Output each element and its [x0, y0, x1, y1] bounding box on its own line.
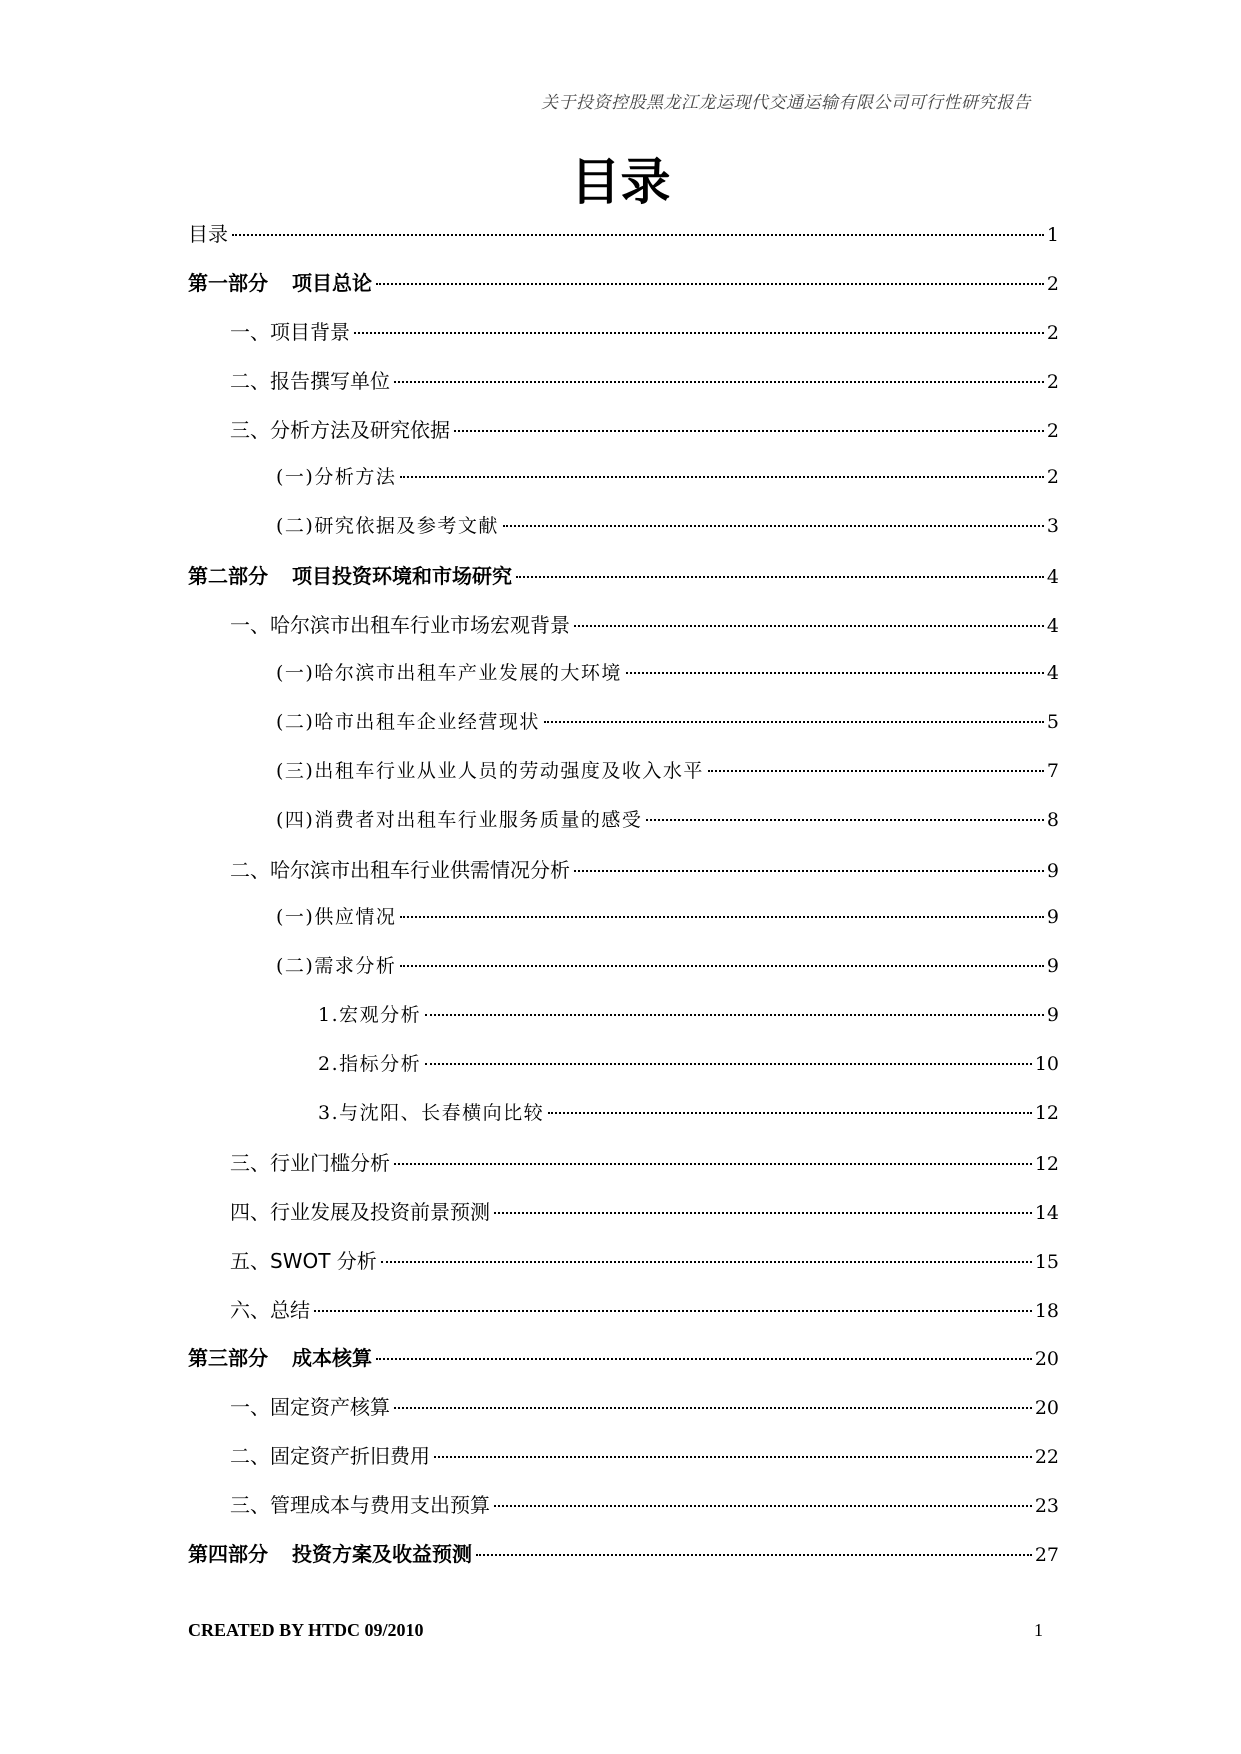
dot-leader — [494, 1505, 1032, 1507]
toc-entry-text: 四、行业发展及投资前景预测 — [230, 1199, 490, 1224]
toc-entry[interactable] — [188, 1000, 1059, 1049]
toc-page-number: 22 — [1034, 1446, 1059, 1469]
toc-entry-label — [276, 805, 642, 832]
toc-entry-text: (一)哈尔滨市出租车产业发展的大环境 — [276, 662, 622, 685]
toc-entry-label — [318, 1000, 421, 1027]
toc-entry-label — [230, 1147, 390, 1176]
toc-entry-label — [230, 1391, 390, 1420]
toc-page-number: 2 — [1046, 272, 1059, 295]
toc-page-number: 9 — [1046, 1004, 1059, 1027]
toc-entry-label — [230, 854, 570, 883]
dot-leader — [646, 819, 1044, 821]
toc-entry-text: 二、哈尔滨市出租车行业供需情况分析 — [230, 857, 570, 882]
dot-leader — [376, 1358, 1032, 1360]
dot-leader — [425, 1014, 1044, 1016]
toc-page-number: 20 — [1034, 1348, 1059, 1371]
toc-entry-text: (二)研究依据及参考文献 — [276, 515, 499, 538]
toc-entry-label — [230, 365, 390, 394]
toc-entry[interactable] — [188, 1538, 1059, 1587]
toc-entry[interactable] — [188, 316, 1059, 365]
toc-entry[interactable] — [188, 805, 1059, 854]
toc-entry[interactable] — [188, 1098, 1059, 1147]
toc-entry-text: 1.宏观分析 — [318, 1004, 422, 1027]
dot-leader — [394, 381, 1044, 383]
toc-entry-text: 六、总结 — [230, 1297, 310, 1322]
toc-entry-text: 项目投资环境和市场研究 — [292, 564, 512, 589]
toc-part-number: 第三部分 — [188, 1346, 268, 1371]
toc-page-number: 4 — [1046, 566, 1059, 589]
dot-leader — [454, 430, 1044, 432]
footer-credit: CREATED BY HTDC 09/2010 — [188, 1620, 424, 1640]
dot-leader — [574, 625, 1044, 627]
dot-leader — [503, 525, 1044, 527]
toc-entry-text: 目录 — [188, 222, 228, 246]
toc-entry-text: 3.与沈阳、长春横向比较 — [318, 1102, 545, 1125]
toc-entry-label — [230, 609, 570, 638]
toc-entry[interactable] — [188, 267, 1059, 316]
toc-page-number: 14 — [1034, 1201, 1059, 1224]
toc-entry-label — [276, 511, 499, 538]
toc-entry-label — [188, 560, 512, 589]
toc-entry-label — [318, 1049, 421, 1076]
toc-entry[interactable] — [188, 609, 1059, 658]
toc-page-number: 10 — [1034, 1053, 1059, 1076]
toc-entry-text: (二)需求分析 — [276, 955, 397, 978]
toc-entry[interactable] — [188, 560, 1059, 609]
toc-entry[interactable] — [188, 511, 1059, 560]
toc-entry[interactable] — [188, 658, 1059, 707]
toc-page-number: 9 — [1046, 859, 1059, 882]
toc-entry-label — [230, 1440, 430, 1469]
toc-page-number: 15 — [1034, 1250, 1059, 1273]
dot-leader — [626, 672, 1044, 674]
toc-entry[interactable] — [188, 365, 1059, 414]
dot-leader — [376, 283, 1044, 285]
toc-entry[interactable] — [188, 1342, 1059, 1391]
dot-leader — [425, 1063, 1032, 1065]
toc-entry-text: 投资方案及收益预测 — [292, 1542, 472, 1567]
footer-page-number: 1 — [1034, 1620, 1043, 1640]
table-of-contents — [188, 218, 1059, 1587]
toc-entry-text: 一、哈尔滨市出租车行业市场宏观背景 — [230, 613, 570, 638]
toc-entry[interactable] — [188, 1049, 1059, 1098]
dot-leader — [394, 1407, 1032, 1409]
dot-leader — [400, 965, 1044, 967]
toc-entry-label — [276, 462, 396, 489]
toc-entry-label — [188, 267, 372, 296]
toc-entry[interactable] — [188, 1391, 1059, 1440]
toc-entry[interactable] — [188, 462, 1059, 511]
toc-entry[interactable] — [188, 1294, 1059, 1343]
toc-entry-label — [276, 951, 396, 978]
toc-page-number: 4 — [1046, 662, 1059, 685]
dot-leader — [574, 870, 1044, 872]
toc-entry-text: 五、SWOT 分析 — [230, 1248, 377, 1273]
toc-page-number: 23 — [1034, 1495, 1059, 1518]
toc-page-number: 12 — [1034, 1152, 1059, 1175]
dot-leader — [544, 721, 1044, 723]
dot-leader — [434, 1456, 1032, 1458]
toc-page-number: 2 — [1046, 419, 1059, 442]
toc-entry[interactable] — [188, 414, 1059, 463]
dot-leader — [394, 1163, 1032, 1165]
toc-entry[interactable] — [188, 1196, 1059, 1245]
toc-entry-text: 项目总论 — [292, 270, 372, 295]
toc-entry[interactable] — [188, 951, 1059, 1000]
toc-entry-label — [276, 902, 396, 929]
toc-entry-text: 一、项目背景 — [230, 319, 350, 344]
toc-entry-text: (三)出租车行业从业人员的劳动强度及收入水平 — [276, 759, 704, 782]
toc-entry-text: 二、报告撰写单位 — [230, 368, 390, 393]
toc-entry[interactable] — [188, 1440, 1059, 1489]
toc-entry-label — [230, 1196, 490, 1225]
toc-page-number: 9 — [1046, 906, 1059, 929]
toc-entry[interactable] — [188, 218, 1059, 267]
toc-entry[interactable] — [188, 1489, 1059, 1538]
toc-page-number: 4 — [1046, 615, 1059, 638]
dot-leader — [381, 1261, 1032, 1263]
toc-entry-label — [230, 1245, 377, 1274]
dot-leader — [400, 916, 1044, 918]
toc-entry-label — [230, 1489, 490, 1518]
toc-entry[interactable] — [188, 902, 1059, 951]
toc-page-number: 9 — [1046, 955, 1059, 978]
toc-entry-label — [230, 1294, 310, 1323]
toc-entry-text: 三、分析方法及研究依据 — [230, 417, 450, 442]
toc-entry[interactable] — [188, 756, 1059, 805]
toc-entry-label — [230, 414, 450, 443]
dot-leader — [400, 476, 1044, 478]
toc-part-number: 第四部分 — [188, 1542, 268, 1567]
toc-entry-label — [188, 1342, 372, 1371]
toc-page-number: 27 — [1034, 1544, 1059, 1567]
toc-page-number: 20 — [1034, 1397, 1059, 1420]
toc-entry-text: (四)消费者对出租车行业服务质量的感受 — [276, 808, 643, 831]
toc-page-number: 18 — [1034, 1299, 1059, 1322]
running-header: 关于投资控股黑龙江龙运现代交通运输有限公司可行性研究报告 — [541, 93, 1031, 113]
toc-entry-label — [318, 1098, 544, 1125]
toc-entry-text: (一)分析方法 — [276, 466, 397, 489]
toc-entry-text: (一)供应情况 — [276, 906, 397, 929]
toc-page-number: 2 — [1046, 466, 1059, 489]
toc-entry-text: 三、管理成本与费用支出预算 — [230, 1493, 490, 1518]
page-title: 目录 — [570, 153, 671, 211]
toc-part-number: 第二部分 — [188, 564, 268, 589]
toc-entry-text: 2.指标分析 — [318, 1053, 422, 1076]
toc-page-number: 3 — [1046, 515, 1059, 538]
toc-entry-text: 三、行业门槛分析 — [230, 1150, 390, 1175]
toc-entry[interactable] — [188, 1147, 1059, 1196]
toc-entry-text: 一、固定资产核算 — [230, 1395, 390, 1420]
toc-page-number: 2 — [1046, 321, 1059, 344]
toc-entry-label — [188, 218, 228, 247]
toc-entry[interactable] — [188, 707, 1059, 756]
toc-page-number: 8 — [1046, 808, 1059, 831]
toc-entry[interactable] — [188, 854, 1059, 903]
dot-leader — [516, 576, 1044, 578]
toc-entry-text: 成本核算 — [292, 1346, 372, 1371]
dot-leader — [708, 770, 1044, 772]
dot-leader — [548, 1112, 1032, 1114]
toc-page-number: 5 — [1046, 710, 1059, 733]
toc-entry-label — [276, 756, 704, 783]
dot-leader — [354, 332, 1044, 334]
toc-part-number: 第一部分 — [188, 270, 268, 295]
toc-entry-label — [230, 316, 350, 345]
dot-leader — [476, 1554, 1032, 1556]
toc-entry-text: 二、固定资产折旧费用 — [230, 1444, 430, 1469]
toc-entry-label — [276, 707, 540, 734]
toc-page-number: 7 — [1046, 759, 1059, 782]
toc-page-number: 12 — [1034, 1102, 1059, 1125]
toc-page-number: 1 — [1046, 224, 1059, 246]
toc-entry[interactable] — [188, 1245, 1059, 1294]
toc-entry-label — [188, 1538, 472, 1567]
toc-entry-label — [276, 658, 622, 685]
toc-page-number: 2 — [1046, 370, 1059, 393]
dot-leader — [314, 1310, 1032, 1312]
dot-leader — [494, 1212, 1032, 1214]
toc-entry-text: (二)哈市出租车企业经营现状 — [276, 710, 540, 733]
dot-leader — [232, 234, 1044, 236]
